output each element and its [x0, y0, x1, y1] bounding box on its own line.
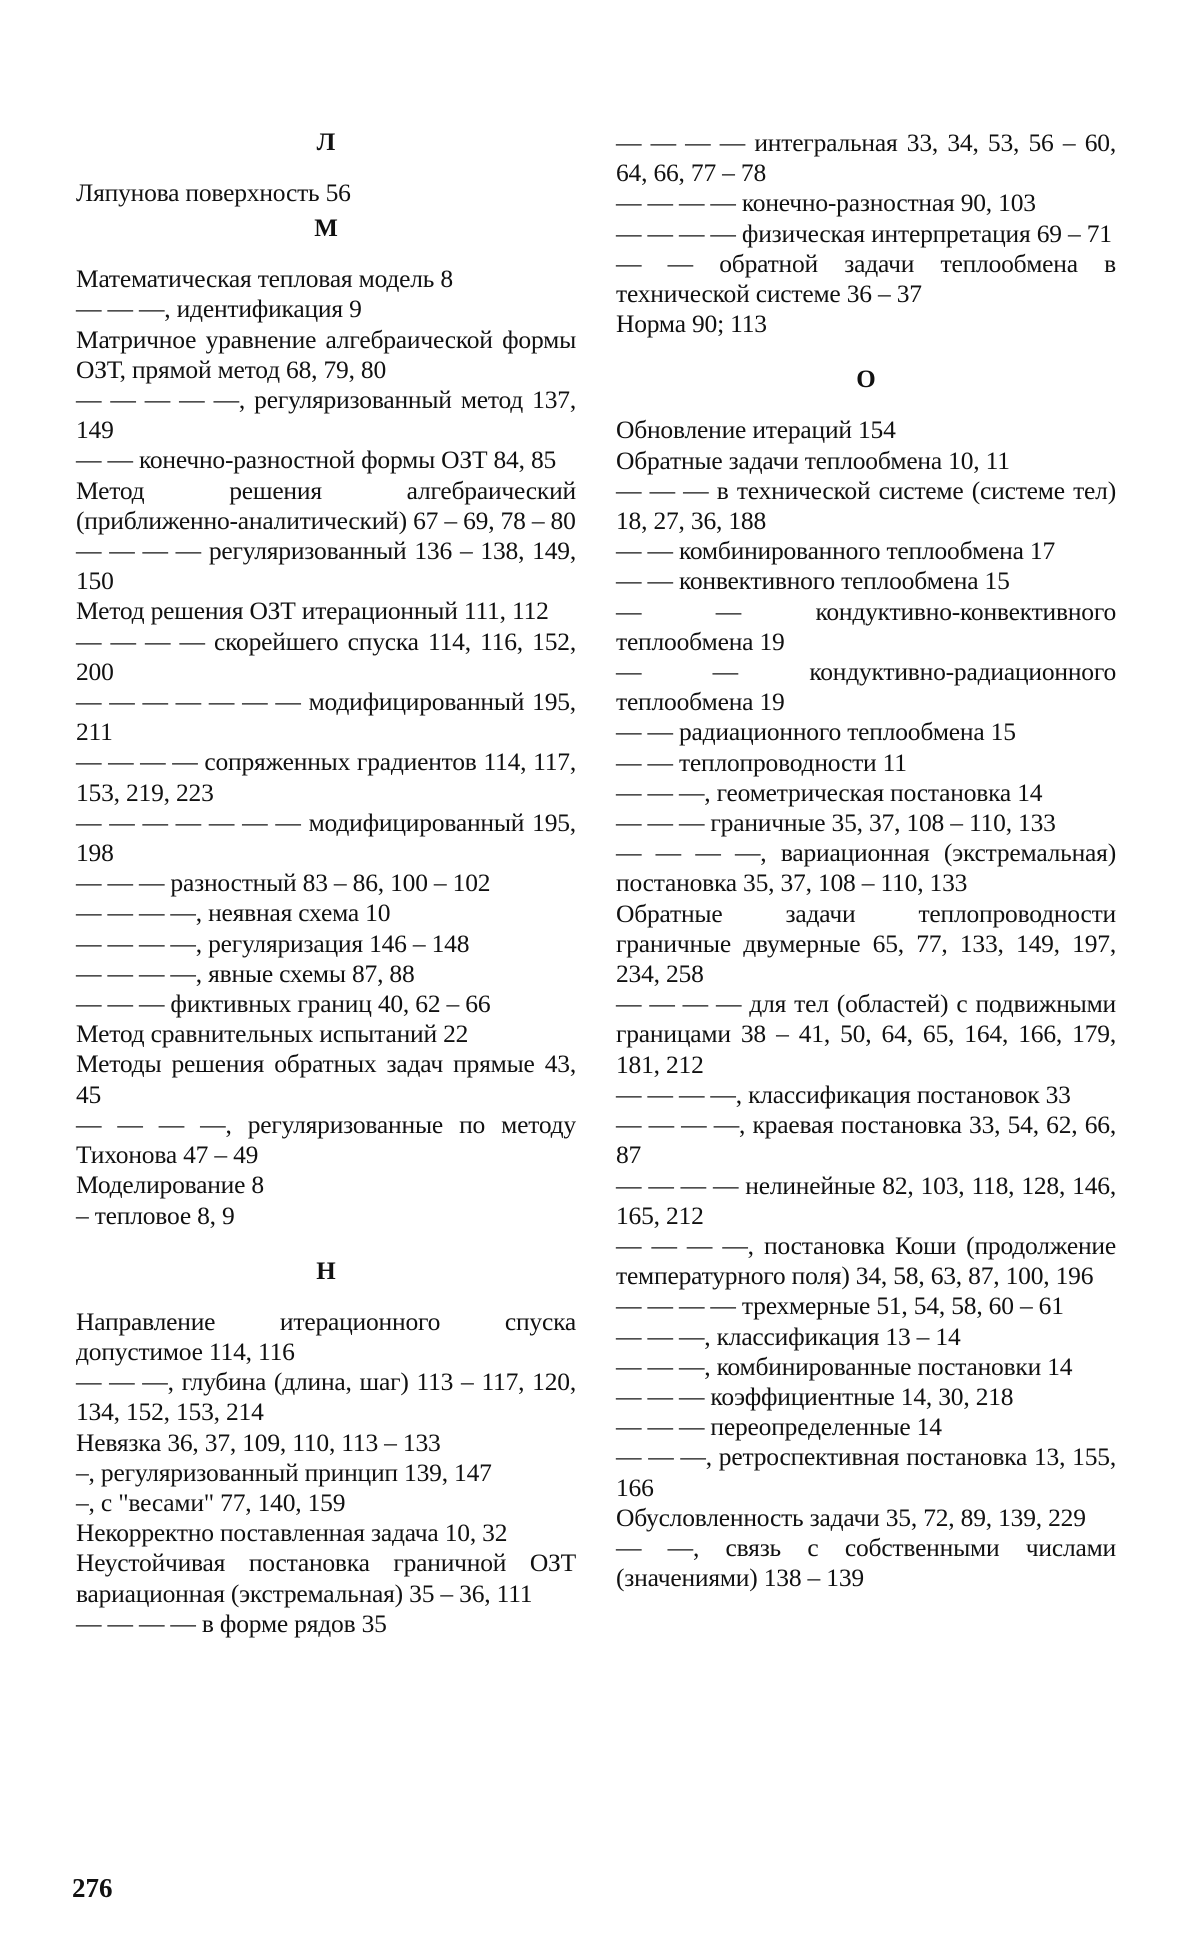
index-entry: — — — — нелинейные 82, 103, 118, 128, 146, 165, 212	[616, 1170, 1116, 1230]
index-entry: Математическая тепловая модель 8	[76, 264, 453, 294]
index-entry: — — —, геометрическая постановка 14	[616, 777, 1043, 807]
index-entry: — — — —, регуляризация 146 – 148	[76, 928, 470, 958]
index-entry: — — —, идентификация 9	[76, 294, 362, 324]
index-entry: – тепловое 8, 9	[76, 1200, 235, 1230]
index-entry: — — — фиктивных границ 40, 62 – 66	[76, 989, 491, 1019]
index-entry: — — — — скорейшего спуска 114, 116, 152, 200	[76, 626, 576, 686]
index-entry: — —, связь с собственными числами (значениями) 138 – 139	[616, 1532, 1116, 1593]
page-number: 276	[72, 1873, 113, 1903]
index-entry: Обновление итераций 154	[616, 415, 896, 445]
right-index-column	[616, 128, 1116, 1593]
index-entry: — — — —, краевая постановка 33, 54, 62, 66, 87	[616, 1110, 1116, 1170]
index-entry: Норма 90; 113	[616, 309, 767, 339]
index-entry: — — — — — — — модифицированный 195, 211	[76, 687, 576, 747]
index-entry: Направление итерационного спуска допустимое 114, 116	[76, 1306, 576, 1366]
index-entry: — — — — —, регуляризованный метод 137, 149	[76, 385, 576, 445]
index-entry: –, с "весами" 77, 140, 159	[76, 1487, 346, 1517]
left-index-column	[76, 128, 576, 1639]
index-entry: Матричное уравнение алгебраической формы ОЗТ, прямой метод 68, 79, 80	[76, 324, 576, 384]
index-entry: Методы решения обратных задач прямые 43, 45	[76, 1049, 576, 1109]
index-entry: — — — —, регуляризованные по методу Тихонова 47 – 49	[76, 1109, 576, 1170]
index-entry: Метод решения алгебраический (приближенно-аналитический) 67 – 69, 78 – 80	[76, 475, 576, 535]
index-entry: — — комбинированного теплообмена 17	[616, 536, 1056, 566]
index-entry: — — обратной задачи теплообмена в технической системе 36 – 37	[616, 248, 1116, 309]
index-entry: Некорректно поставленная задача 10, 32	[76, 1518, 508, 1548]
index-entry: — — теплопроводности 11	[616, 747, 907, 777]
index-entry: — — конвективного теплообмена 15	[616, 566, 1010, 596]
section-letter: О	[856, 366, 876, 394]
index-entry: — — конечно-разностной формы ОЗТ 84, 85	[76, 445, 557, 475]
index-entry: — — — — — — — модифицированный 195, 198	[76, 807, 576, 868]
index-entry: — — —, комбинированные постановки 14	[616, 1351, 1073, 1381]
index-entry: — — — — в форме рядов 35	[76, 1608, 387, 1638]
section-letter: Н	[316, 1257, 336, 1285]
index-entry: Обратные задачи теплопроводности граничные двумерные 65, 77, 133, 149, 197, 234, 258	[616, 898, 1116, 989]
index-entry: — — — переопределенные 14	[616, 1412, 942, 1442]
index-entry: — — —, ретроспективная постановка 13, 155, 166	[616, 1442, 1116, 1502]
index-entry: — — — — интегральная 33, 34, 53, 56 – 60, 64, 66, 77 – 78	[616, 128, 1116, 188]
index-entry: — — — —, классификация постановок 33	[616, 1079, 1071, 1109]
index-entry: Невязка 36, 37, 109, 110, 113 – 133	[76, 1427, 441, 1457]
index-entry: — — — — физическая интерпретация 69 – 71	[616, 218, 1112, 248]
section-letter: М	[314, 215, 338, 243]
index-entry: — — — — регуляризованный 136 – 138, 149, 150	[76, 536, 576, 596]
index-entry: — — — в технической системе (системе тел) 18, 27, 36, 188	[616, 475, 1116, 536]
index-entry: Метод решения ОЗТ итерационный 111, 112	[76, 596, 549, 626]
index-entry: — — —, глубина (длина, шаг) 113 – 117, 120, 134, 152, 153, 214	[76, 1367, 576, 1427]
index-entry: — — кондуктивно-конвективного теплообмена 19	[616, 596, 1116, 656]
index-entry: — — — — сопряженных градиентов 114, 117, 153, 219, 223	[76, 747, 576, 807]
index-entry: Неустойчивая постановка граничной ОЗТ вариационная (экстремальная) 35 – 36, 111	[76, 1548, 576, 1608]
index-entry: — — — —, вариационная (экстремальная) постановка 35, 37, 108 – 110, 133	[616, 838, 1116, 898]
section-letter: Л	[316, 129, 336, 156]
index-entry: Ляпунова поверхность 56	[76, 178, 351, 207]
index-entry: — — — — конечно-разностная 90, 103	[616, 188, 1036, 218]
index-entry: Метод сравнительных испытаний 22	[76, 1019, 469, 1049]
index-entry: — — — — трехмерные 51, 54, 58, 60 – 61	[616, 1291, 1064, 1321]
index-entry: — — — —, неявная схема 10	[76, 898, 391, 928]
index-entry: Моделирование 8	[76, 1170, 264, 1200]
index-entry: Обусловленность задачи 35, 72, 89, 139, 229	[616, 1502, 1086, 1532]
index-entry: — — кондуктивно-радиационного теплообмена 19	[616, 657, 1116, 717]
index-entry: — — — — для тел (областей) с подвижными границами 38 – 41, 50, 64, 65, 164, 166, 179, 181, 212	[616, 989, 1116, 1079]
index-entry: –, регуляризованный принцип 139, 147	[76, 1457, 492, 1487]
index-entry: — — — граничные 35, 37, 108 – 110, 133	[616, 808, 1056, 838]
index-entry: — — —, классификация 13 – 14	[616, 1321, 961, 1351]
index-entry: — — — коэффициентные 14, 30, 218	[616, 1381, 1014, 1411]
index-entry: — — — разностный 83 – 86, 100 – 102	[76, 868, 491, 898]
index-entry: — — радиационного теплообмена 15	[616, 717, 1016, 747]
index-entry: — — — —, постановка Коши (продолжение температурного поля) 34, 58, 63, 87, 100, 196	[616, 1230, 1116, 1291]
index-entry: Обратные задачи теплообмена 10, 11	[616, 445, 1010, 475]
index-entry: — — — —, явные схемы 87, 88	[76, 958, 415, 988]
